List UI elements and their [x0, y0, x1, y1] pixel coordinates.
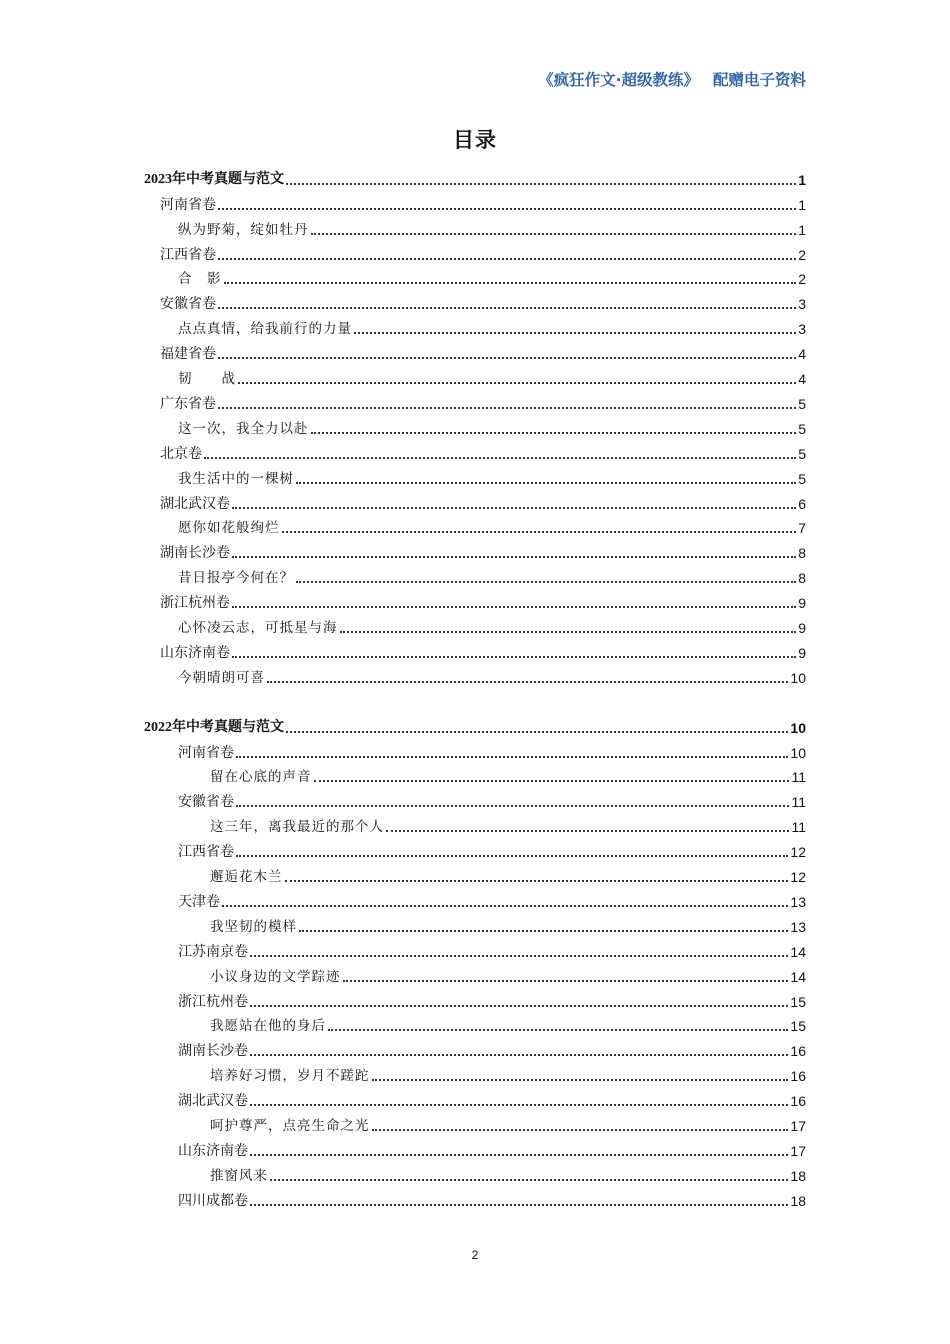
dot-leader	[311, 432, 797, 434]
dot-leader	[343, 980, 789, 982]
toc-essay-title: 小议身边的文学踪迹	[210, 968, 341, 985]
dot-leader	[328, 1029, 788, 1031]
toc-entry[interactable]	[160, 191, 806, 216]
toc-entry[interactable]	[160, 340, 806, 365]
toc-essay-page: 1	[798, 221, 806, 238]
toc-essay[interactable]	[178, 216, 806, 241]
dot-leader	[354, 332, 796, 334]
dot-leader	[250, 1054, 788, 1056]
dot-leader	[296, 581, 796, 583]
toc-essay[interactable]	[210, 764, 806, 789]
toc-essay[interactable]	[210, 963, 806, 988]
toc-entry-page: 5	[798, 445, 806, 462]
page-header	[538, 68, 806, 90]
toc-entry-title: 四川成都卷	[178, 1192, 248, 1209]
page-number: 2	[471, 1248, 479, 1262]
dot-leader	[232, 656, 796, 658]
toc-entry-title: 安徽省卷	[178, 794, 234, 811]
toc-entry[interactable]	[178, 838, 806, 863]
toc-essay-page: 11	[791, 819, 806, 836]
toc-essay-title: 呵护尊严，点亮生命之光	[210, 1118, 370, 1135]
toc-essay-page: 2	[798, 271, 806, 288]
dot-leader	[250, 1104, 788, 1106]
toc-essay[interactable]	[178, 664, 806, 689]
toc-entry-page: 16	[790, 1093, 806, 1110]
toc-entry-page: 4	[798, 346, 806, 363]
toc-entry[interactable]	[178, 1087, 806, 1112]
toc-essay-title: 合 影	[178, 271, 222, 288]
toc-section[interactable]	[144, 166, 806, 191]
toc-entry-page: 13	[790, 893, 806, 910]
toc-entry-title: 河南省卷	[178, 744, 234, 761]
toc-entry-title: 湖南长沙卷	[178, 1043, 248, 1060]
toc-entry-title: 江苏南京卷	[178, 943, 248, 960]
toc-essay-page: 15	[790, 1018, 806, 1035]
toc-essay-title: 纵为野菊，绽如牡丹	[178, 221, 309, 238]
dot-leader	[238, 382, 796, 384]
toc-essay-title: 培养好习惯，岁月不蹉跎	[210, 1068, 370, 1085]
toc-essay-title: 我生活中的一棵树	[178, 470, 294, 487]
dot-leader	[236, 756, 788, 758]
toc-section-page: 1	[798, 171, 806, 188]
toc-essay-title: 邂逅花木兰	[210, 869, 283, 886]
toc-entry[interactable]	[160, 291, 806, 316]
toc-entry-page: 14	[790, 943, 806, 960]
toc-entry-title: 湖南长沙卷	[160, 545, 230, 562]
dot-leader	[204, 457, 796, 459]
toc-entry[interactable]	[160, 490, 806, 515]
dot-leader	[218, 258, 796, 260]
toc-entry-page: 12	[790, 844, 806, 861]
dot-leader	[224, 282, 797, 284]
toc-entry-title: 安徽省卷	[160, 296, 216, 313]
dot-leader	[340, 631, 797, 633]
toc-essay-page: 9	[798, 620, 806, 637]
toc-essay-page: 11	[791, 769, 806, 786]
toc-essay-title: 我愿站在他的身后	[210, 1018, 326, 1035]
toc-essay[interactable]	[210, 1062, 806, 1087]
dot-leader	[232, 606, 796, 608]
dot-leader	[250, 1204, 788, 1206]
toc-essay-page: 5	[798, 420, 806, 437]
toc-essay[interactable]	[178, 614, 806, 639]
book-title: 《疯狂作文·超级教练》	[538, 71, 699, 89]
dot-leader	[218, 307, 796, 309]
toc-essay[interactable]	[178, 315, 806, 340]
dot-leader	[314, 780, 790, 782]
toc-essay-page: 17	[790, 1118, 806, 1135]
dot-leader	[311, 233, 797, 235]
toc-essay[interactable]	[178, 465, 806, 490]
toc-entry[interactable]	[178, 1187, 806, 1212]
toc-essay[interactable]	[210, 813, 806, 838]
toc-essay[interactable]	[178, 266, 806, 291]
toc-essay-title: 愿你如花般绚烂	[178, 520, 280, 537]
dot-leader	[218, 407, 796, 409]
toc-entry[interactable]	[178, 988, 806, 1013]
toc-essay-page: 13	[790, 918, 806, 935]
toc-essay-page: 10	[790, 669, 806, 686]
toc-entry-page: 15	[790, 993, 806, 1010]
toc-essay[interactable]	[210, 1162, 806, 1187]
toc-section[interactable]	[144, 714, 806, 739]
dot-leader	[232, 507, 796, 509]
toc-essay-page: 12	[790, 869, 806, 886]
toc-entry[interactable]	[178, 739, 806, 764]
toc-entry-title: 北京卷	[160, 445, 202, 462]
toc-entry-page: 2	[798, 246, 806, 263]
toc-entry-title: 江西省卷	[160, 246, 216, 263]
toc-essay-page: 3	[798, 321, 806, 338]
dot-leader	[286, 183, 796, 185]
toc-section-title: 2023年中考真题与范文	[144, 171, 284, 187]
toc-essay[interactable]	[178, 515, 806, 540]
toc-entry-title: 山东济南卷	[178, 1142, 248, 1159]
toc-entry-page: 9	[798, 595, 806, 612]
toc-entry-title: 福建省卷	[160, 346, 216, 363]
dot-leader	[218, 357, 796, 359]
toc-entry-title: 湖北武汉卷	[178, 1093, 248, 1110]
dot-leader	[236, 805, 789, 807]
toc-entry-title: 浙江杭州卷	[160, 595, 230, 612]
dot-leader	[236, 855, 788, 857]
toc-entry-page: 10	[790, 744, 806, 761]
dot-leader	[285, 880, 789, 882]
toc-essay-page: 18	[790, 1167, 806, 1184]
toc-entry[interactable]	[178, 1137, 806, 1162]
toc-essay-page: 4	[798, 371, 806, 388]
toc-essay[interactable]	[178, 365, 806, 390]
toc-entry-page: 8	[798, 545, 806, 562]
toc-entry-page: 11	[791, 794, 806, 811]
toc-essay[interactable]	[210, 863, 806, 888]
dot-leader	[222, 905, 788, 907]
toc-essay-page: 7	[798, 520, 806, 537]
dot-leader	[250, 955, 788, 957]
dot-leader	[232, 556, 796, 558]
dot-leader	[296, 482, 796, 484]
dot-leader	[218, 208, 796, 210]
toc-essay-title: 我坚韧的模样	[210, 918, 297, 935]
toc-entry[interactable]	[160, 241, 806, 266]
toc-entry[interactable]	[160, 540, 806, 565]
toc-entry-page: 1	[798, 196, 806, 213]
toc-essay[interactable]	[210, 1013, 806, 1038]
toc-essay-page: 14	[790, 968, 806, 985]
toc-entry[interactable]	[160, 440, 806, 465]
header-note: 配赠电子资料	[712, 71, 806, 89]
toc-entry[interactable]	[160, 639, 806, 664]
toc-entry-page: 18	[790, 1192, 806, 1209]
dot-leader	[282, 531, 797, 533]
toc-essay-page: 5	[798, 470, 806, 487]
dot-leader	[386, 830, 789, 832]
toc-essay-title: 推窗风来	[210, 1167, 268, 1184]
toc-entry-title: 广东省卷	[160, 395, 216, 412]
dot-leader	[267, 681, 788, 683]
toc-entry[interactable]	[178, 888, 806, 913]
toc-entry[interactable]	[160, 589, 806, 614]
toc-entry-title: 浙江杭州卷	[178, 993, 248, 1010]
toc-essay-page: 8	[798, 570, 806, 587]
toc-section-title: 2022年中考真题与范文	[144, 719, 284, 735]
dot-leader	[299, 930, 788, 932]
toc-essay[interactable]	[210, 913, 806, 938]
dot-leader	[286, 731, 788, 733]
toc-entry-page: 5	[798, 395, 806, 412]
dot-leader	[250, 1005, 788, 1007]
toc-entry-page: 9	[798, 644, 806, 661]
toc-essay-title: 这三年，离我最近的那个人	[210, 819, 384, 836]
toc-essay-title: 心怀凌云志，可抵星与海	[178, 620, 338, 637]
toc-entry-page: 17	[790, 1142, 806, 1159]
toc-section-page: 10	[790, 719, 806, 736]
toc-entry[interactable]	[160, 390, 806, 415]
toc-essay[interactable]	[178, 415, 806, 440]
page-title: 目录	[453, 128, 497, 152]
toc-essay-title: 留在心底的声音	[210, 769, 312, 786]
toc-essay-title: 韧 战	[178, 371, 236, 388]
toc-entry-title: 山东济南卷	[160, 644, 230, 661]
toc-entry-title: 河南省卷	[160, 196, 216, 213]
toc-essay-page: 16	[790, 1068, 806, 1085]
toc-essay-title: 这一次，我全力以赴	[178, 420, 309, 437]
toc-entry-title: 湖北武汉卷	[160, 495, 230, 512]
dot-leader	[270, 1179, 788, 1181]
toc-entry-title: 天津卷	[178, 893, 220, 910]
toc-essay-title: 今朝晴朗可喜	[178, 669, 265, 686]
toc-entry-page: 16	[790, 1043, 806, 1060]
toc-entry-page: 3	[798, 296, 806, 313]
toc-entry[interactable]	[178, 938, 806, 963]
toc-essay-title: 点点真情，给我前行的力量	[178, 321, 352, 338]
toc-entry-title: 江西省卷	[178, 844, 234, 861]
toc-essay[interactable]	[178, 564, 806, 589]
dot-leader	[372, 1079, 789, 1081]
toc-entry[interactable]	[178, 789, 806, 814]
toc-essay[interactable]	[210, 1112, 806, 1137]
dot-leader	[250, 1154, 788, 1156]
toc-entry-page: 6	[798, 495, 806, 512]
dot-leader	[372, 1129, 789, 1131]
toc-entry[interactable]	[178, 1038, 806, 1063]
toc-essay-title: 昔日报亭今何在？	[178, 570, 294, 587]
